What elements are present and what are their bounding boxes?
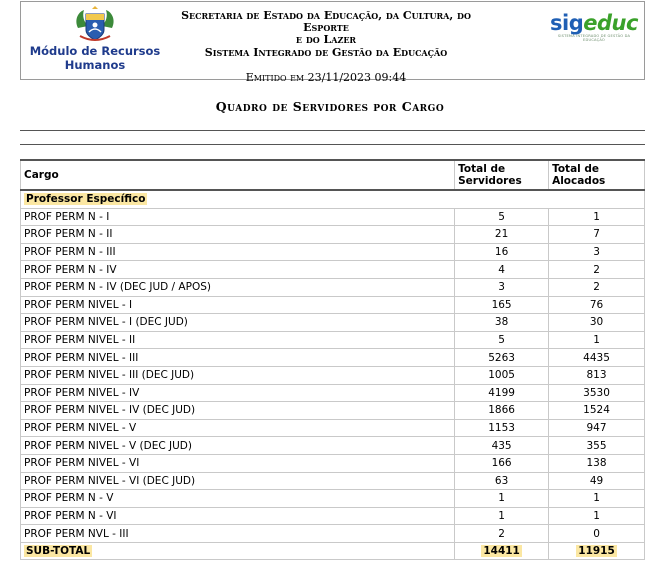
divider-bottom xyxy=(20,144,645,145)
cargo-cell: PROF PERM NIVEL - III xyxy=(21,349,455,367)
servidores-cell: 5263 xyxy=(455,349,549,367)
divider-top xyxy=(20,130,645,131)
alocados-cell: 1 xyxy=(549,208,645,226)
servidores-cell: 166 xyxy=(455,454,549,472)
alocados-cell: 3530 xyxy=(549,384,645,402)
report-title: Quadro de Servidores por Cargo xyxy=(215,99,445,114)
cargo-cell: PROF PERM N - III xyxy=(21,243,455,261)
table-row xyxy=(21,490,645,508)
table-row xyxy=(21,331,645,349)
institution-block xyxy=(161,10,491,84)
subtotal-servidores: 14411 xyxy=(483,545,520,558)
cargo-cell: PROF PERM NIVEL - VI xyxy=(21,454,455,472)
cargo-cell: PROF PERM NIVEL - V (DEC JUD) xyxy=(21,437,455,455)
table-row xyxy=(21,226,645,244)
table-row xyxy=(21,472,645,490)
servidores-cell: 1 xyxy=(455,507,549,525)
servidores-cell: 1005 xyxy=(455,366,549,384)
alocados-cell: 76 xyxy=(549,296,645,314)
cargo-cell: PROF PERM NIVEL - V xyxy=(21,419,455,437)
cargo-cell: PROF PERM NIVEL - VI (DEC JUD) xyxy=(21,472,455,490)
cargo-cell: PROF PERM N - VI xyxy=(21,507,455,525)
table-row xyxy=(21,296,645,314)
cargo-cell: PROF PERM NIVEL - III (DEC JUD) xyxy=(21,366,455,384)
cargo-cell: PROF PERM NIVEL - I xyxy=(21,296,455,314)
servidores-cell: 435 xyxy=(455,437,549,455)
table-row xyxy=(21,419,645,437)
servidores-cell: 63 xyxy=(455,472,549,490)
col-alocados-header: Total de Alocados xyxy=(549,160,645,190)
cargo-cell: PROF PERM N - II xyxy=(21,226,455,244)
alocados-cell: 355 xyxy=(549,437,645,455)
alocados-cell: 2 xyxy=(549,278,645,296)
servidores-cell: 165 xyxy=(455,296,549,314)
alocados-cell: 4435 xyxy=(549,349,645,367)
servidores-cell: 5 xyxy=(455,208,549,226)
sigeduc-wordmark: sigeduc xyxy=(550,11,638,35)
servidores-cell: 3 xyxy=(455,278,549,296)
alocados-cell: 3 xyxy=(549,243,645,261)
table-row xyxy=(21,314,645,332)
module-branding xyxy=(21,6,169,72)
group-label: Professor Específico xyxy=(26,193,146,206)
alocados-cell: 7 xyxy=(549,226,645,244)
alocados-cell: 1 xyxy=(549,490,645,508)
servidores-table xyxy=(20,159,645,560)
servidores-cell: 21 xyxy=(455,226,549,244)
sistema-name: Sistema Integrado de Gestão da Educação xyxy=(204,46,448,59)
alocados-cell: 1 xyxy=(549,507,645,525)
alocados-cell: 138 xyxy=(549,454,645,472)
table-row xyxy=(21,208,645,226)
alocados-cell: 0 xyxy=(549,525,645,543)
alocados-cell: 2 xyxy=(549,261,645,279)
table-row xyxy=(21,278,645,296)
sigeduc-tagline: SISTEMA INTEGRADO DE GESTÃO DA EDUCAÇÃO xyxy=(557,34,631,42)
secretaria-line2: e do Lazer xyxy=(295,33,357,46)
col-servidores-header: Total de Servidores xyxy=(455,160,549,190)
servidores-cell: 38 xyxy=(455,314,549,332)
table-row xyxy=(21,402,645,420)
state-crest-icon xyxy=(72,6,118,44)
cargo-cell: PROF PERM NIVEL - I (DEC JUD) xyxy=(21,314,455,332)
subtotal-row xyxy=(21,542,645,560)
emission-timestamp: Emitido em 23/11/2023 09:44 xyxy=(245,71,407,84)
sigeduc-logo xyxy=(549,12,639,42)
cargo-cell: PROF PERM NIVEL - II xyxy=(21,331,455,349)
subtotal-alocados: 11915 xyxy=(578,545,615,558)
table-header-row xyxy=(21,160,645,190)
servidores-cell: 16 xyxy=(455,243,549,261)
alocados-cell: 947 xyxy=(549,419,645,437)
servidores-cell: 4 xyxy=(455,261,549,279)
module-title-line2: Humanos xyxy=(64,58,126,72)
cargo-cell: PROF PERM N - IV (DEC JUD / APOS) xyxy=(21,278,455,296)
servidores-cell: 5 xyxy=(455,331,549,349)
group-row xyxy=(21,190,645,208)
servidores-cell: 1866 xyxy=(455,402,549,420)
cargo-cell: PROF PERM N - IV xyxy=(21,261,455,279)
table-row xyxy=(21,384,645,402)
alocados-cell: 813 xyxy=(549,366,645,384)
table-row xyxy=(21,243,645,261)
module-title-line1: Módulo de Recursos xyxy=(29,44,161,58)
servidores-cell: 2 xyxy=(455,525,549,543)
col-cargo-header: Cargo xyxy=(21,160,455,190)
table-row xyxy=(21,261,645,279)
servidores-cell: 4199 xyxy=(455,384,549,402)
report-header xyxy=(20,1,645,84)
servidores-cell: 1 xyxy=(455,490,549,508)
table-row xyxy=(21,507,645,525)
table-row xyxy=(21,437,645,455)
alocados-cell: 49 xyxy=(549,472,645,490)
cargo-cell: PROF PERM NIVEL - IV xyxy=(21,384,455,402)
table-row xyxy=(21,525,645,543)
table-row xyxy=(21,454,645,472)
table-row xyxy=(21,349,645,367)
cargo-cell: PROF PERM N - I xyxy=(21,208,455,226)
secretaria-line1: Secretaria de Estado da Educação, da Cultura, do Esporte xyxy=(181,9,471,34)
alocados-cell: 1 xyxy=(549,331,645,349)
servidores-cell: 1153 xyxy=(455,419,549,437)
cargo-cell: PROF PERM NIVEL - IV (DEC JUD) xyxy=(21,402,455,420)
subtotal-label: SUB-TOTAL xyxy=(26,545,91,558)
alocados-cell: 30 xyxy=(549,314,645,332)
cargo-cell: PROF PERM NVL - III xyxy=(21,525,455,543)
cargo-cell: PROF PERM N - V xyxy=(21,490,455,508)
alocados-cell: 1524 xyxy=(549,402,645,420)
table-row xyxy=(21,366,645,384)
